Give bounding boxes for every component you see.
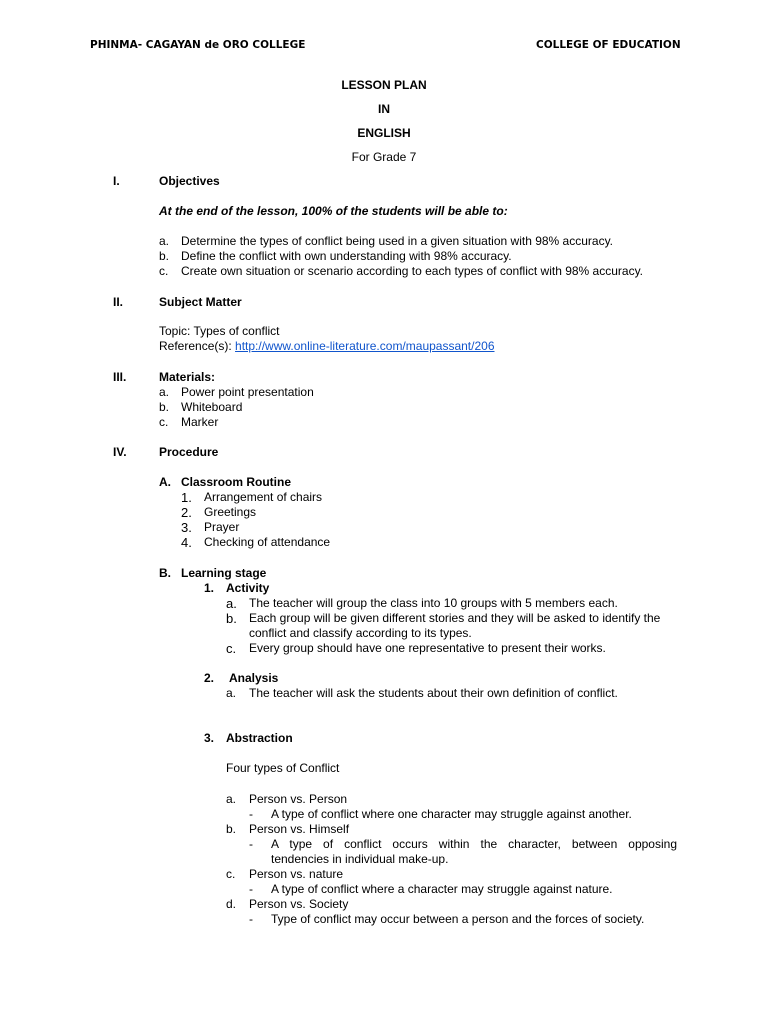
routine-text: Greetings — [204, 505, 257, 519]
material-marker: b. — [159, 400, 170, 414]
objective-marker: b. — [159, 249, 170, 263]
activity-heading: Activity — [226, 581, 270, 595]
analysis-heading: Analysis — [229, 671, 279, 685]
routine-marker: 4. — [181, 535, 192, 550]
abstraction-marker: 3. — [204, 731, 215, 745]
abstraction-intro: Four types of Conflict — [226, 761, 340, 775]
college-name: COLLEGE OF EDUCATION — [536, 39, 681, 51]
learning-marker: B. — [159, 566, 171, 580]
conflict-type-desc: A type of conflict where one character may struggle against another. — [271, 807, 632, 821]
conflict-type-desc-cont: tendencies in individual make-up. — [271, 852, 449, 866]
objective-text: Create own situation or scenario according to each types of conflict with 98% accuracy. — [181, 264, 644, 278]
title-line-3: ENGLISH — [357, 126, 411, 140]
analysis-item-marker: a. — [226, 686, 237, 700]
school-name: PHINMA- CAGAYAN de ORO COLLEGE — [90, 39, 306, 51]
objective-marker: c. — [159, 264, 169, 278]
routine-text: Prayer — [204, 520, 240, 534]
grade-label: For Grade 7 — [351, 150, 417, 164]
conflict-type-marker: b. — [226, 822, 237, 836]
conflict-type-desc: Type of conflict may occur between a person and the forces of society. — [271, 912, 645, 926]
conflict-type-desc: A type of conflict where a character may struggle against nature. — [271, 882, 613, 896]
routine-marker: 2. — [181, 505, 192, 520]
conflict-type-dash: - — [249, 807, 253, 821]
objectives-intro: At the end of the lesson, 100% of the students will be able to: — [159, 204, 508, 218]
activity-marker: 1. — [204, 581, 215, 595]
conflict-type-marker: c. — [226, 867, 236, 881]
section-numeral-4: IV. — [113, 445, 127, 459]
activity-item-text: The teacher will group the class into 10 groups with 5 members each. — [249, 596, 618, 610]
material-marker: c. — [159, 415, 169, 429]
analysis-marker: 2. — [204, 671, 215, 685]
topic-line: Topic: Types of conflict — [159, 324, 280, 338]
material-marker: a. — [159, 385, 170, 399]
objective-text: Define the conflict with own understanding with 98% accuracy. — [181, 249, 512, 263]
section-numeral-1: I. — [113, 174, 120, 188]
reference-link[interactable]: http://www.online-literature.com/maupassant/206 — [235, 339, 495, 353]
learning-heading: Learning stage — [181, 566, 267, 580]
conflict-type-name: Person vs. Society — [249, 897, 349, 911]
conflict-type-dash: - — [249, 912, 253, 926]
activity-item-marker: c. — [226, 641, 237, 656]
objective-text: Determine the types of conflict being used in a given situation with 98% accuracy. — [181, 234, 614, 248]
material-text: Marker — [181, 415, 219, 429]
activity-item-text: Each group will be given different stories and they will be asked to identify the — [249, 611, 661, 625]
subject-matter-heading: Subject Matter — [159, 295, 242, 309]
objective-marker: a. — [159, 234, 170, 248]
title-line-2: IN — [378, 102, 390, 116]
routine-marker: 3. — [181, 520, 192, 535]
conflict-type-desc: A type of conflict occurs within the character, between opposing — [271, 837, 677, 851]
conflict-type-dash: - — [249, 837, 253, 851]
conflict-type-name: Person vs. Himself — [249, 822, 350, 836]
reference-line — [159, 339, 495, 354]
activity-item-text: Every group should have one representative to present their works. — [249, 641, 606, 655]
material-text: Power point presentation — [181, 385, 314, 399]
conflict-type-marker: a. — [226, 792, 237, 806]
activity-item-text-cont: conflict and classify according to its types. — [249, 626, 472, 640]
routine-marker: A. — [159, 475, 171, 489]
procedure-heading: Procedure — [159, 445, 219, 459]
conflict-type-dash: - — [249, 882, 253, 896]
abstraction-heading: Abstraction — [226, 731, 293, 745]
conflict-type-name: Person vs. Person — [249, 792, 348, 806]
routine-text: Arrangement of chairs — [204, 490, 323, 504]
routine-heading: Classroom Routine — [181, 475, 292, 489]
analysis-item-text: The teacher will ask the students about their own definition of conflict. — [249, 686, 618, 700]
activity-item-marker: b. — [226, 611, 237, 626]
routine-marker: 1. — [181, 490, 192, 505]
material-text: Whiteboard — [181, 400, 243, 414]
activity-item-marker: a. — [226, 596, 237, 611]
reference-label: Reference(s): — [159, 339, 236, 353]
routine-text: Checking of attendance — [204, 535, 331, 549]
conflict-type-marker: d. — [226, 897, 237, 911]
section-numeral-2: II. — [113, 295, 124, 309]
title-line-1: LESSON PLAN — [341, 78, 427, 92]
materials-heading: Materials: — [159, 370, 216, 384]
section-numeral-3: III. — [113, 370, 127, 384]
conflict-type-name: Person vs. nature — [249, 867, 344, 881]
objectives-heading: Objectives — [159, 174, 220, 188]
